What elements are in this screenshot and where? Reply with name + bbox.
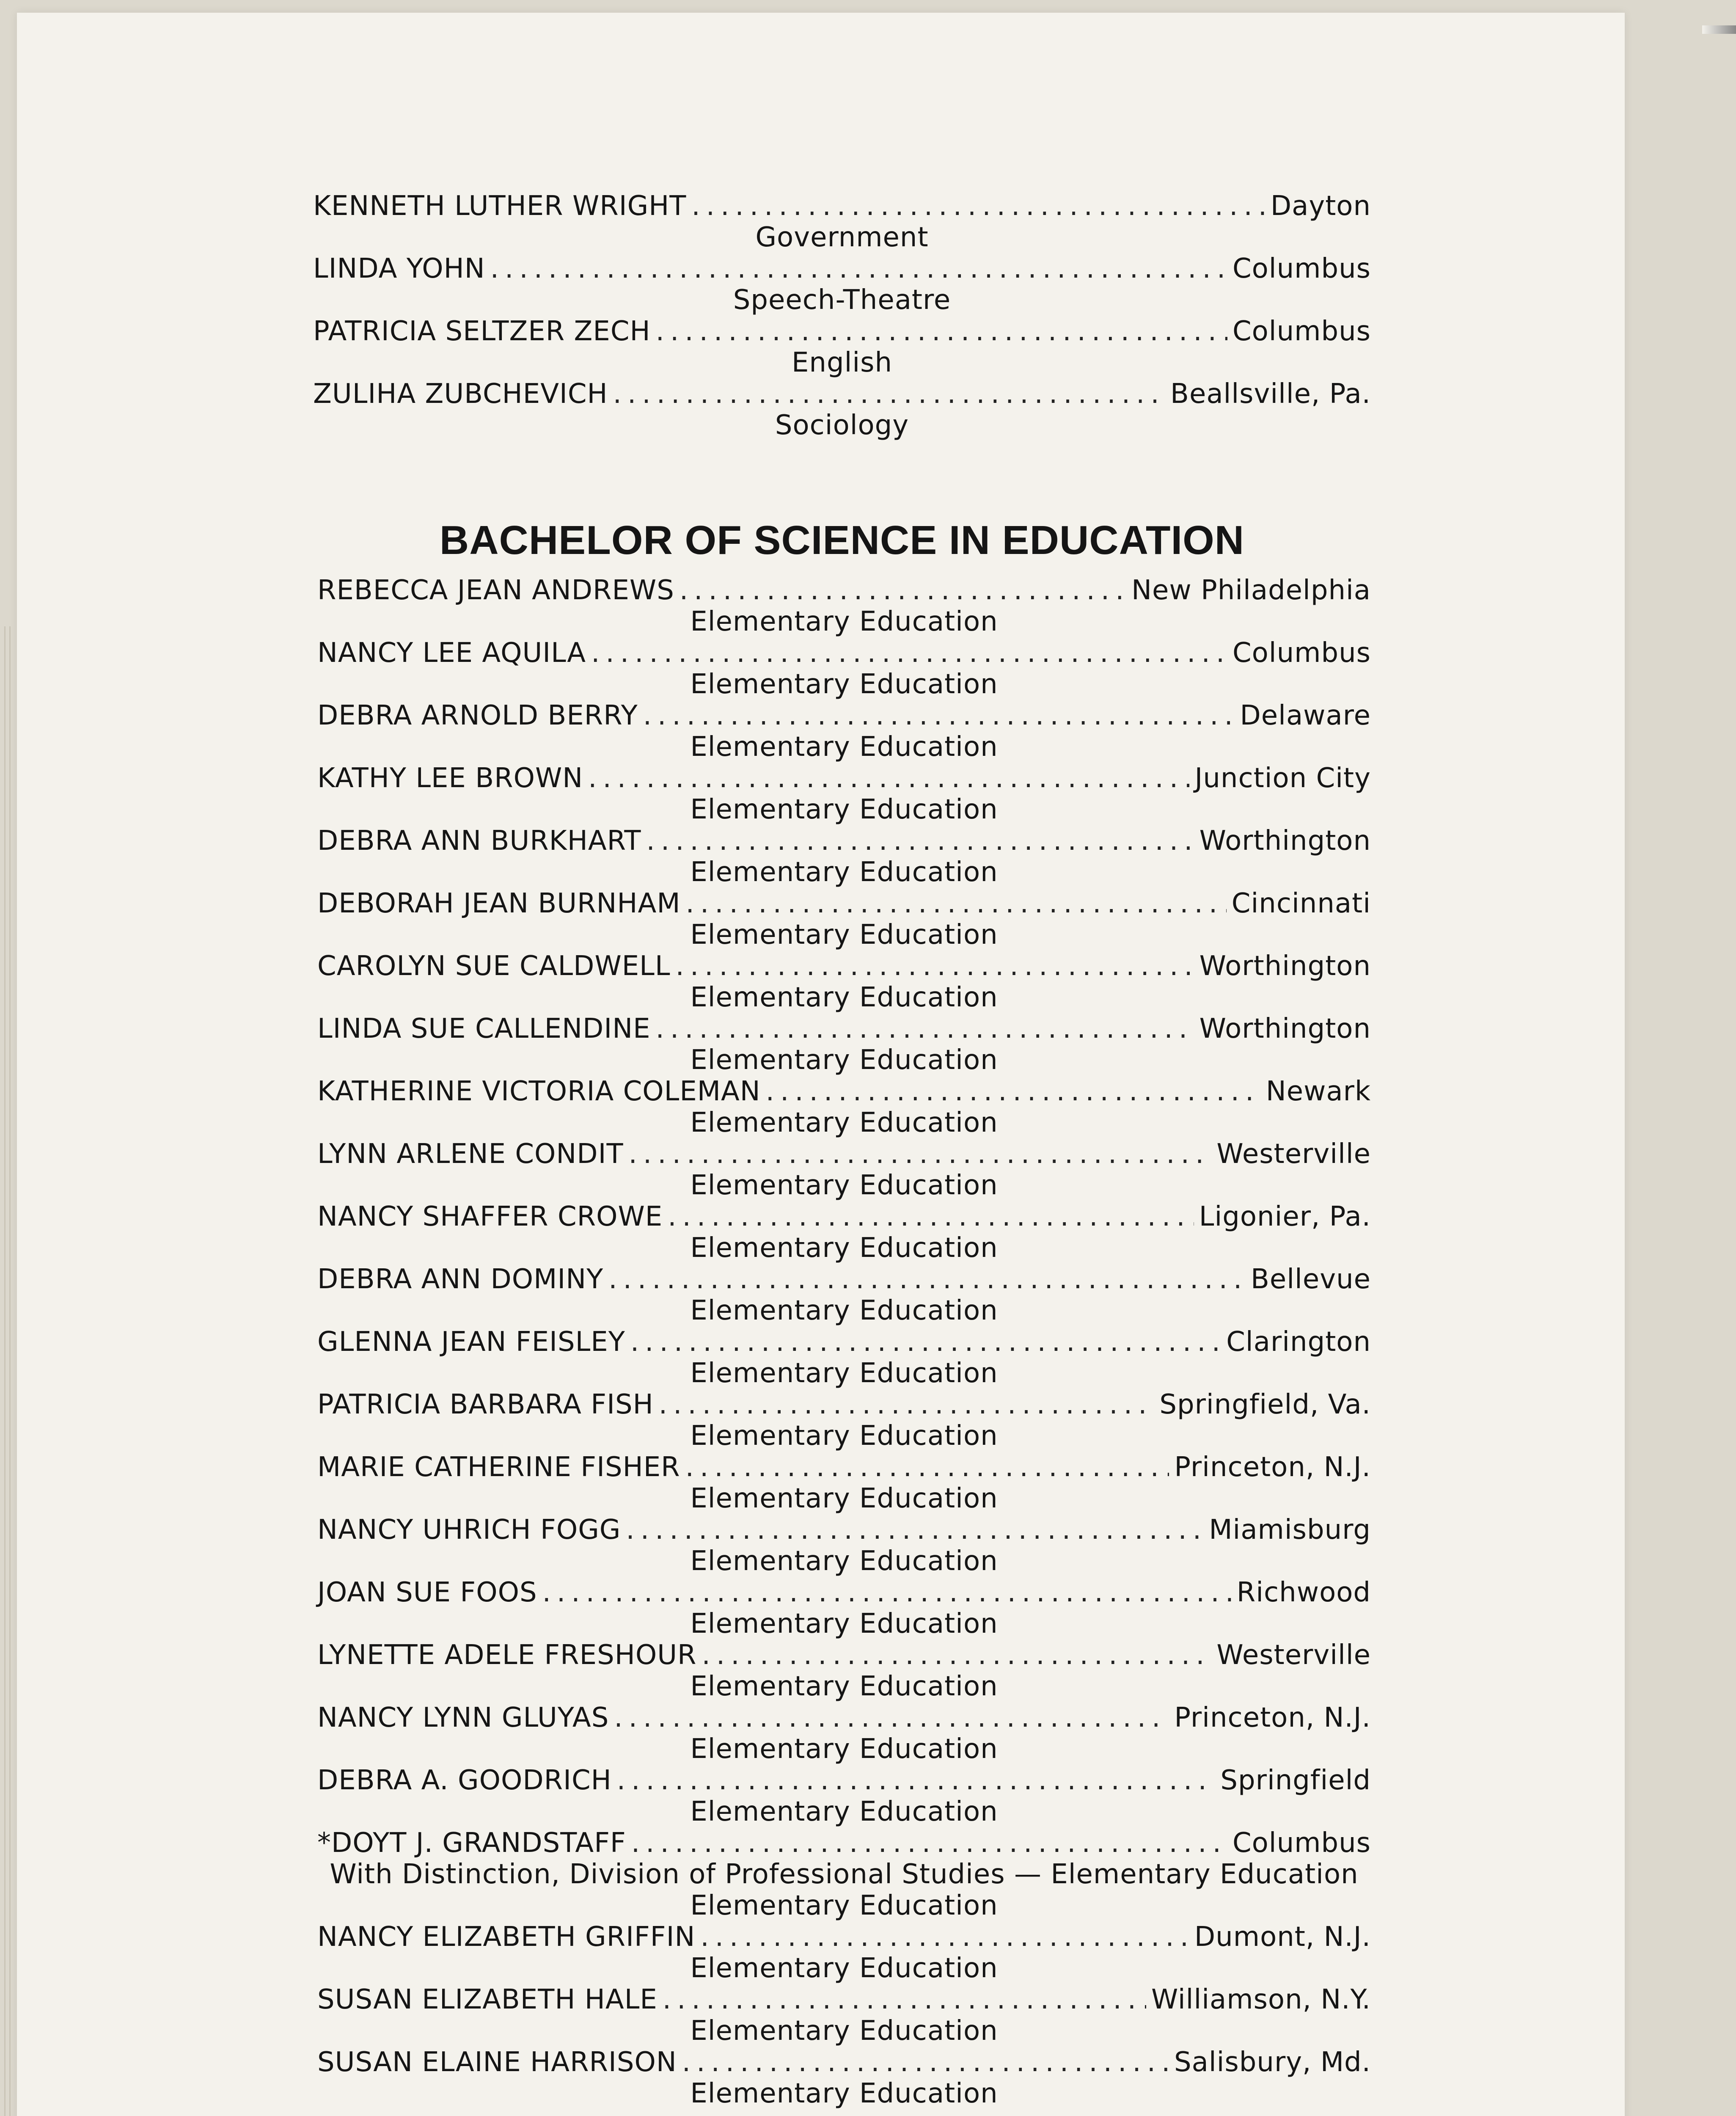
hometown: Springfield, Va. <box>1159 1389 1371 1420</box>
name-location-line <box>317 1765 1371 1796</box>
dot-leader <box>668 1201 1194 1232</box>
major: Elementary Education <box>690 731 998 763</box>
graduate-entry <box>317 1921 1371 1984</box>
scan-edge <box>1702 25 1736 34</box>
graduate-name: DEBRA ANN DOMINY <box>317 1264 604 1295</box>
dot-leader <box>629 1138 1212 1170</box>
graduate-entry <box>317 825 1371 888</box>
name-location-line <box>317 1984 1371 2015</box>
name-location-line <box>317 1326 1371 1358</box>
name-location-line <box>317 1577 1371 1608</box>
major: Elementary Education <box>690 982 998 1013</box>
hometown: Bellevue <box>1250 1264 1371 1295</box>
graduate-name: PATRICIA BARBARA FISH <box>317 1389 654 1420</box>
hometown: Westerville <box>1216 1639 1371 1671</box>
major: Elementary Education <box>690 1170 998 1201</box>
hometown: Dayton <box>1270 190 1371 222</box>
major: Elementary Education <box>690 1420 998 1452</box>
graduate-entry <box>317 1765 1371 1827</box>
hometown: Beallsville, Pa. <box>1170 378 1371 410</box>
hometown: Newark <box>1266 1076 1371 1107</box>
graduate-entry <box>317 637 1371 700</box>
dot-leader <box>656 316 1227 347</box>
major: Elementary Education <box>690 1796 998 1827</box>
graduate-name: LYNN ARLENE CONDIT <box>317 1138 624 1170</box>
graduate-name: NANCY SHAFFER CROWE <box>317 1201 663 1232</box>
major: Elementary Education <box>690 1044 998 1076</box>
major: Elementary Education <box>690 2015 998 2047</box>
graduate-entry <box>317 1138 1371 1201</box>
name-location-line <box>317 1702 1371 1733</box>
name-location-line <box>317 637 1371 669</box>
education-entries <box>313 575 1371 2109</box>
major: Elementary Education <box>690 1890 998 1921</box>
dot-leader <box>631 1827 1227 1859</box>
graduate-name: LYNETTE ADELE FRESHOUR <box>317 1639 697 1671</box>
graduate-entry <box>317 1577 1371 1639</box>
hometown: Springfield <box>1220 1765 1371 1796</box>
dot-leader <box>656 1013 1194 1044</box>
hometown: Princeton, N.J. <box>1174 1702 1371 1733</box>
hometown: Delaware <box>1240 700 1371 731</box>
graduate-entry <box>317 1452 1371 1514</box>
dot-leader <box>682 2047 1169 2078</box>
major: Elementary Education <box>690 1483 998 1514</box>
graduate-name: NANCY LEE AQUILA <box>317 637 586 669</box>
graduate-name: MARIE CATHERINE FISHER <box>317 1452 680 1483</box>
graduate-name: KENNETH LUTHER WRIGHT <box>313 190 687 222</box>
graduate-name: SUSAN ELAINE HARRISON <box>317 2047 677 2078</box>
name-location-line <box>313 378 1371 410</box>
name-location-line <box>317 2047 1371 2078</box>
hometown: Junction City <box>1194 763 1371 794</box>
graduate-entry <box>317 888 1371 951</box>
graduate-entry <box>317 1264 1371 1326</box>
name-location-line <box>317 1639 1371 1671</box>
graduate-name: PATRICIA SELTZER ZECH <box>313 316 651 347</box>
graduate-entry <box>313 316 1371 378</box>
dot-leader <box>766 1076 1261 1107</box>
major: Elementary Education <box>690 919 998 951</box>
name-location-line <box>317 1013 1371 1044</box>
dot-leader <box>675 951 1194 982</box>
section-heading: BACHELOR OF SCIENCE IN EDUCATION <box>439 518 1245 563</box>
hometown: Worthington <box>1199 951 1371 982</box>
graduate-entry <box>317 575 1371 637</box>
graduate-entry <box>317 763 1371 825</box>
major: Elementary Education <box>690 1295 998 1326</box>
graduate-name: SUSAN ELIZABETH HALE <box>317 1984 658 2015</box>
major: Elementary Education <box>690 1608 998 1639</box>
graduate-entry <box>317 1076 1371 1138</box>
hometown: Princeton, N.J. <box>1174 1452 1371 1483</box>
graduate-list <box>313 190 1371 2109</box>
graduate-entry <box>313 253 1371 316</box>
dot-leader <box>630 1326 1221 1358</box>
hometown: Westerville <box>1216 1138 1371 1170</box>
graduate-entry <box>317 2047 1371 2109</box>
dot-leader <box>626 1514 1204 1546</box>
dot-leader <box>702 1639 1212 1671</box>
dot-leader <box>591 637 1227 669</box>
name-location-line <box>317 1452 1371 1483</box>
dot-leader <box>542 1577 1232 1608</box>
name-location-line <box>317 700 1371 731</box>
major: Sociology <box>775 410 909 441</box>
graduate-name: GLENNA JEAN FEISLEY <box>317 1326 625 1358</box>
graduate-entry <box>317 1984 1371 2047</box>
graduate-name: REBECCA JEAN ANDREWS <box>317 575 674 606</box>
major: Elementary Education <box>690 1546 998 1577</box>
major: Elementary Education <box>690 1232 998 1264</box>
graduate-name: NANCY ELIZABETH GRIFFIN <box>317 1921 696 1953</box>
graduate-entry <box>317 1702 1371 1765</box>
graduate-name: ZULIHA ZUBCHEVICH <box>313 378 608 410</box>
hometown: Columbus <box>1232 1827 1371 1859</box>
hometown: Columbus <box>1232 253 1371 284</box>
major: English <box>791 347 893 378</box>
graduate-name: KATHERINE VICTORIA COLEMAN <box>317 1076 761 1107</box>
hometown: Dumont, N.J. <box>1194 1921 1371 1953</box>
hometown: Worthington <box>1199 825 1371 857</box>
hometown: Miamisburg <box>1209 1514 1371 1546</box>
graduate-entry <box>317 1639 1371 1702</box>
hometown: Richwood <box>1236 1577 1371 1608</box>
graduate-name: DEBORAH JEAN BURNHAM <box>317 888 681 919</box>
graduate-entry <box>317 951 1371 1013</box>
dot-leader <box>614 1702 1169 1733</box>
hometown: Williamson, N.Y. <box>1151 1984 1371 2015</box>
name-location-line <box>317 888 1371 919</box>
name-location-line <box>317 1264 1371 1295</box>
hometown: Salisbury, Md. <box>1174 2047 1371 2078</box>
hometown: Ligonier, Pa. <box>1199 1201 1371 1232</box>
hometown: Cincinnati <box>1231 888 1371 919</box>
graduate-name: KATHY LEE BROWN <box>317 763 583 794</box>
name-location-line <box>317 575 1371 606</box>
graduate-name: *DOYT J. GRANDSTAFF <box>317 1827 626 1859</box>
major: Elementary Education <box>690 1953 998 1984</box>
graduate-entry <box>313 378 1371 441</box>
major: Elementary Education <box>690 1107 998 1138</box>
name-location-line <box>317 951 1371 982</box>
dot-leader <box>647 825 1194 857</box>
graduate-name: DEBRA ARNOLD BERRY <box>317 700 638 731</box>
hometown: Clarington <box>1226 1326 1371 1358</box>
name-location-line <box>317 1201 1371 1232</box>
graduate-name: DEBRA ANN BURKHART <box>317 825 641 857</box>
upper-entries <box>313 190 1371 441</box>
major: Elementary Education <box>690 1358 998 1389</box>
dot-leader <box>643 700 1235 731</box>
hometown: Columbus <box>1232 637 1371 669</box>
major: Elementary Education <box>690 1733 998 1765</box>
graduate-name: NANCY LYNN GLUYAS <box>317 1702 609 1733</box>
name-location-line <box>317 825 1371 857</box>
major: Elementary Education <box>690 1671 998 1702</box>
graduate-entry <box>317 1827 1371 1921</box>
graduate-entry <box>313 190 1371 253</box>
hometown: New Philadelphia <box>1131 575 1371 606</box>
page-edge-line <box>4 626 6 2116</box>
name-location-line <box>317 1389 1371 1420</box>
dot-leader <box>680 575 1126 606</box>
graduate-entry <box>317 1326 1371 1389</box>
graduate-name: DEBRA A. GOODRICH <box>317 1765 612 1796</box>
graduate-name: NANCY UHRICH FOGG <box>317 1514 621 1546</box>
name-location-line <box>317 1514 1371 1546</box>
major: Speech-Theatre <box>733 284 951 316</box>
dot-leader <box>685 1452 1169 1483</box>
major: Government <box>755 222 929 253</box>
name-location-line <box>317 1827 1371 1859</box>
dot-leader <box>691 190 1265 222</box>
dot-leader <box>663 1984 1146 2015</box>
graduate-entry <box>317 1013 1371 1076</box>
graduate-name: CAROLYN SUE CALDWELL <box>317 951 671 982</box>
major: Elementary Education <box>690 857 998 888</box>
hometown: Worthington <box>1199 1013 1371 1044</box>
dot-leader <box>588 763 1189 794</box>
name-location-line <box>317 763 1371 794</box>
name-location-line <box>313 316 1371 347</box>
major: Elementary Education <box>690 669 998 700</box>
dot-leader <box>617 1765 1216 1796</box>
name-location-line <box>317 1921 1371 1953</box>
dot-leader <box>608 1264 1246 1295</box>
graduate-name: LINDA YOHN <box>313 253 485 284</box>
distinction: With Distinction, Division of Professional Studies — Elementary Education <box>330 1859 1359 1890</box>
major: Elementary Education <box>690 2078 998 2109</box>
dot-leader <box>686 888 1227 919</box>
dot-leader <box>490 253 1227 284</box>
name-location-line <box>313 253 1371 284</box>
graduate-name: LINDA SUE CALLENDINE <box>317 1013 651 1044</box>
graduate-entry <box>317 1389 1371 1452</box>
page-edge-line <box>9 626 11 2116</box>
name-location-line <box>317 1138 1371 1170</box>
name-location-line <box>317 1076 1371 1107</box>
hometown: Columbus <box>1232 316 1371 347</box>
program-page <box>17 13 1625 2116</box>
major: Elementary Education <box>690 606 998 637</box>
name-location-line <box>313 190 1371 222</box>
graduate-entry <box>317 1514 1371 1577</box>
dot-leader <box>659 1389 1155 1420</box>
graduate-entry <box>317 1201 1371 1264</box>
major: Elementary Education <box>690 794 998 825</box>
graduate-entry <box>317 700 1371 763</box>
graduate-name: JOAN SUE FOOS <box>317 1577 537 1608</box>
dot-leader <box>700 1921 1189 1953</box>
dot-leader <box>613 378 1165 410</box>
